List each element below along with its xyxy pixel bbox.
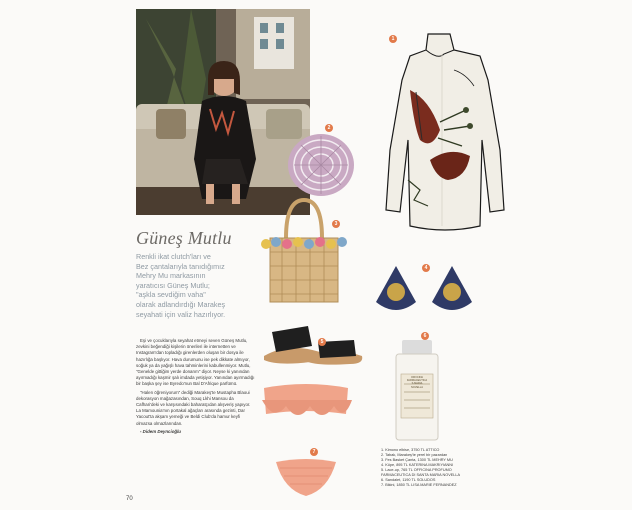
lede-line: yaratıcısı Güneş Mutlu; bbox=[136, 280, 210, 290]
item-badge-7: 7 bbox=[310, 448, 318, 456]
product-label-line: S.MARIA bbox=[411, 382, 423, 386]
product-label bbox=[401, 376, 433, 389]
credit-line: 2. Tabak, Marakeş'te yerel bir pazardan bbox=[381, 453, 448, 457]
body-paragraph: "Halen öğreniyorum" dediği Marakeş'te Mustapha Blaoui dekorasyon mağazasından, Souq Lkhi Mansou da Cafhari'deki ve karşısındaki baharatçıdan alışveriş yapıyor. La Mamounia'nın portakal ağaçları arasında gezinti, Dar Yacout'ta akşam yemeği ve Beldi Club'da hamur keyfi olmazsa olmazlarından. bbox=[136, 389, 251, 426]
article-body bbox=[136, 338, 256, 437]
item-badge-3: 3 bbox=[332, 220, 340, 228]
article-title: Güneş Mutlu bbox=[136, 228, 232, 248]
sandals-image bbox=[258, 312, 366, 366]
item-badge-5: 5 bbox=[318, 338, 326, 346]
portrait-photo bbox=[136, 9, 310, 215]
article-author: - Didem Deyncioğlu bbox=[140, 428, 181, 434]
item-badge-1: 1 bbox=[389, 35, 397, 43]
credit-line: 7. Bikini, 1850 TL LISA MARIE FERNANDEZ bbox=[381, 483, 457, 487]
bikini-image bbox=[258, 378, 354, 506]
credit-line: 4. Küpe, 895 TL KATERINA MAKRIYIANNI bbox=[381, 463, 454, 467]
lede-line: olarak adlandırdığı Marakeş bbox=[136, 299, 226, 309]
item-badge-2: 2 bbox=[325, 124, 333, 132]
product-label-line: NOVELLA bbox=[411, 385, 423, 389]
basket-bag-image bbox=[256, 196, 352, 306]
plate-image bbox=[286, 130, 356, 200]
credit-line: 6. Sandalet, 1190 TL SOLUDOS bbox=[381, 478, 436, 482]
product-credits bbox=[381, 448, 521, 488]
product-label-line: OFFICINA bbox=[410, 376, 424, 379]
product-bottle-image bbox=[392, 334, 442, 444]
credit-line: 5. Lace-up, 765 TL OFFICINA PROFUMO bbox=[381, 468, 452, 472]
lede-line: Bez çantalarıyla tanıdığımız bbox=[136, 261, 225, 271]
kimono-dress-image bbox=[370, 30, 520, 240]
page-number: 70 bbox=[126, 496, 133, 502]
credit-line: FARMACEUTICA DI SANTA MARIA NOVELLA bbox=[381, 473, 461, 477]
product-label-line: FARMACEUTICA bbox=[406, 379, 428, 383]
lede-line: seyahati için valiz hazırlıyor. bbox=[136, 309, 226, 319]
body-paragraph: Eşi ve çocuklarıyla seyahat etmeyi seven Güneş Mutlu, zevkini beğendiği kişilerin önerileri ile internetten ve Instagram'dan topladığı girenlerden oluşan bir dosya ile hazırlığa başlıyor. Hava durumunu ise pek dikkate almıyor, soğuk ya da yağışlı hava tahminlerini kabullenmiyor. Mutlu, "Genelde gittiğim yerde donarım" diyor. Neyse ki yanından ayırmadığı kaşmir şalı imdada yetişiyor. Yanından ayırmadığı bir başka şey ise Byredo'nun Bal D'Afrique parfümü. bbox=[136, 338, 255, 387]
credit-line: 1. Kimono elbise, 3750 TL ATTICO bbox=[381, 448, 440, 452]
item-badge-6: 6 bbox=[421, 332, 429, 340]
lede-line: "aşkla sevdiğim vaha" bbox=[136, 290, 206, 300]
lede-line: Mehry Mu markasının bbox=[136, 271, 206, 281]
credit-line: 3. Fes Basket Çanta, 1300 TL MEHRY MU bbox=[381, 458, 453, 462]
lede-line: Renkli ikat clutch'ları ve bbox=[136, 252, 211, 261]
item-badge-4: 4 bbox=[422, 264, 430, 272]
